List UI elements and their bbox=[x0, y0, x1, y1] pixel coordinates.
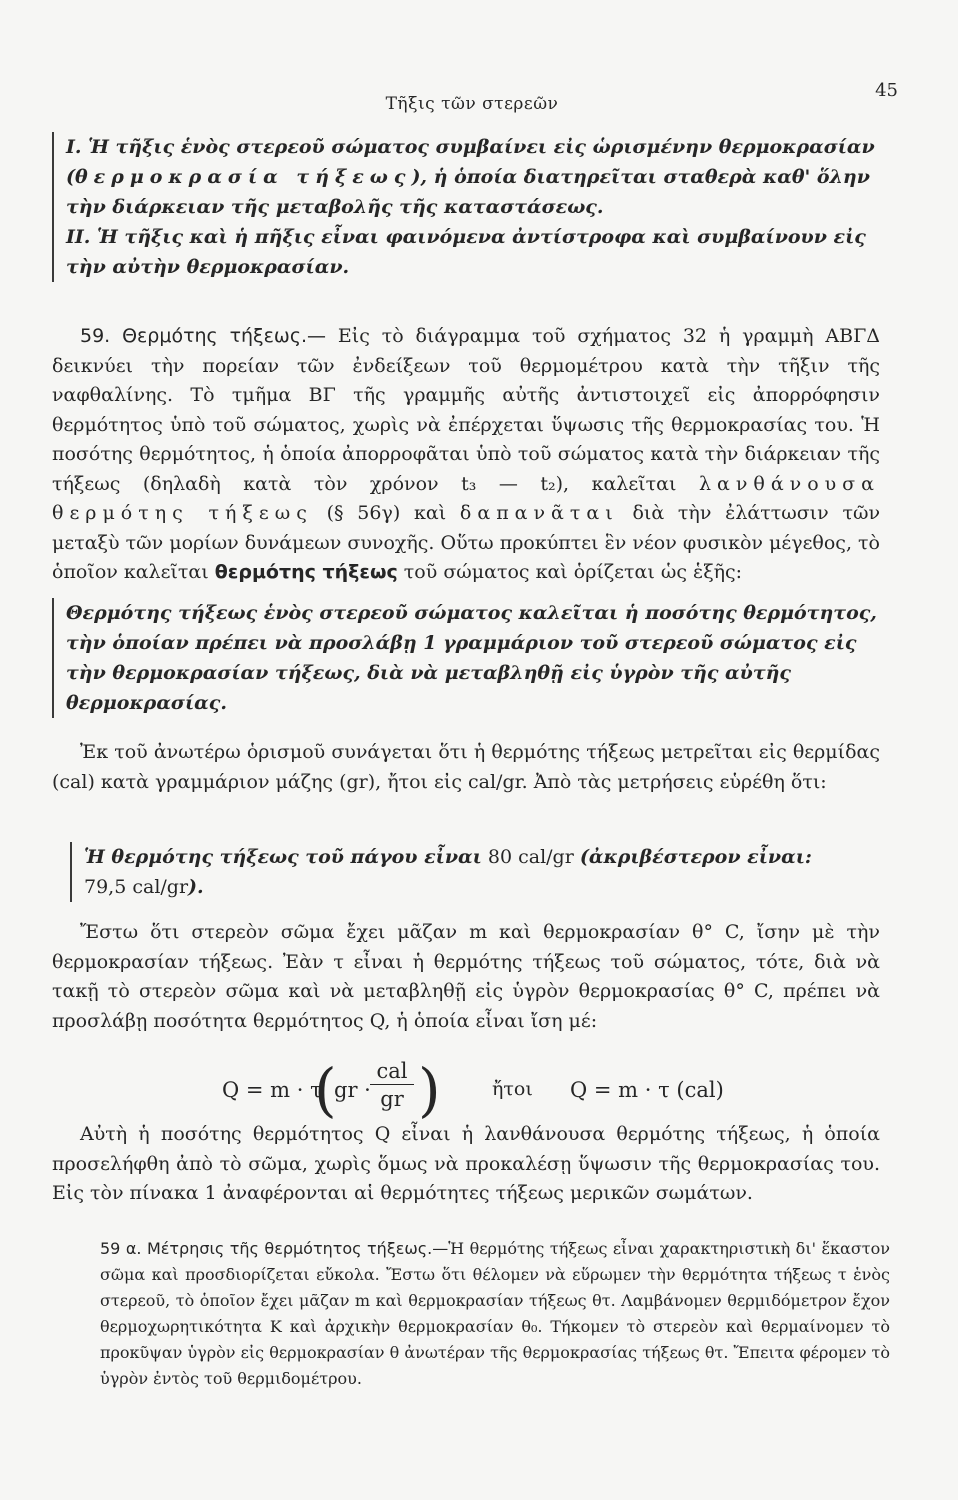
heat-of-fusion-term: θερμότης τήξεως bbox=[214, 561, 398, 583]
section-59a-title: 59 α. Μέτρησις τῆς θερμότητος τήξεως.— bbox=[100, 1239, 449, 1258]
definition-text: Θερμότης τήξεως ἑνὸς στερεοῦ σώματος καλεῖται ἡ ποσότης θερμότητος, τὴν ὁποίαν πρέπει νὰ προσλάβῃ 1 γραμμάριον τοῦ στερεοῦ σώματος εἰς τὴν θερμοκρασίαν τήξεως, διὰ νὰ μεταβληθῇ εἰς ὑγρὸν τῆς αὐτῆς θερμοκρασίας. bbox=[66, 602, 877, 714]
right-paren: ) bbox=[418, 1056, 441, 1124]
latent-heat-paragraph: Αὐτὴ ἡ ποσότης θερμότητος Q εἶναι ἡ λανθάνουσα θερμότης τήξεως, ἡ ὁποία προσελήφθη ἀπὸ τὸ σῶμα, χωρὶς ὅμως νὰ προκαλέσῃ ὕψωσιν τῆς θερμοκρασίας του. Εἰς τὸν πίνακα 1 ἀναφέρονται αἱ θερμότητες τήξεως μερικῶν σωμάτων. bbox=[52, 1123, 880, 1204]
consumed-term: δαπανᾶται bbox=[459, 502, 619, 524]
laws-of-fusion-box bbox=[52, 132, 894, 282]
running-head: Τῆξις τῶν στερεῶν bbox=[385, 94, 559, 114]
ice-heat-precise-value: 79,5 cal/gr bbox=[84, 876, 189, 898]
definition-box bbox=[52, 598, 894, 718]
section-59a-paragraph: 59 α. Μέτρησις τῆς θερμότητος τήξεως.—Ἡ θερμότης τήξεως εἶναι χαρακτηριστικὴ δι' ἕκαστον σῶμα καὶ προσδιορίζεται εὔκολα. Ἔστω ὅτι θέλομεν νὰ εὕρωμεν τὴν θερμότητα τήξεως τ ἑνὸς στερεοῦ, τὸ ὁποῖον ἔχει μᾶζαν m καὶ θερμοκρασίαν τήξεως θτ. Λαμβάνομεν θερμιδόμετρον ἔχον θερμοχωρητικότητα Κ καὶ ἀρχικὴν θερμοκρασίαν θ₀. Τήκομεν τὸ στερεὸν καὶ θερμαίνομεν τὸ προκῦψαν ὑγρὸν εἰς θερμοκρασίαν θ ἀνωτέραν τῆς θερμοκρασίας τήξεως θτ. Ἔπειτα φέρομεν τὸ ὑγρὸν ἐντὸς τοῦ θερμιδομέτρου. bbox=[100, 1239, 890, 1388]
latent-heat-term: λανθάνουσα θερμότης τήξεως bbox=[52, 472, 880, 524]
formula-fraction bbox=[370, 1058, 414, 1113]
units-paragraph: Ἐκ τοῦ ἀνωτέρω ὁρισμοῦ συνάγεται ὅτι ἡ θερμότης τήξεως μετρεῖται εἰς θερμίδας (cal) κατὰ γραμμάριον μάζης (gr), ἤτοι εἰς cal/gr. Ἀπὸ τὰς μετρήσεις εὑρέθη ὅτι: bbox=[52, 741, 880, 793]
page-number: 45 bbox=[875, 80, 898, 101]
section-59a bbox=[100, 1236, 890, 1392]
fusion-temperature-term: θερμοκρασία τήξεως bbox=[75, 166, 412, 188]
ice-heat-text: Ἡ θερμότης τήξεως τοῦ πάγου εἶναι 80 cal/gr (ἀκριβέστερον εἶναι: 79,5 cal/gr). bbox=[84, 846, 812, 898]
ice-heat-box bbox=[70, 842, 894, 902]
book-page bbox=[52, 0, 898, 1500]
left-paren: ( bbox=[314, 1056, 337, 1124]
ice-heat-value: 80 cal/gr bbox=[487, 846, 574, 868]
formula-lhs: Q = m · τ bbox=[222, 1078, 322, 1102]
section-59-title: 59. Θερμότης τήξεως.— bbox=[80, 325, 327, 347]
formula-inner-left: gr · bbox=[334, 1078, 371, 1102]
formula-rhs: Q = m · τ (cal) bbox=[570, 1078, 724, 1102]
formula-connector: ἤτοι bbox=[492, 1078, 533, 1100]
section-59-paragraph-1: 59. Θερμότης τήξεως.— Εἰς τὸ διάγραμμα τοῦ σχήματος 32 ἡ γραμμὴ ΑΒΓΔ δεικνύει τὴν πορείαν τῶν ἐνδείξεων τοῦ θερμομέτρου κατὰ τὴν τῆξιν τῆς ναφθαλίνης. Τὸ τμῆμα ΒΓ τῆς γραμμῆς αὐτῆς ἀντιστοιχεῖ εἰς ἀπορρόφησιν θερμότητος ὑπὸ τοῦ σώματος, χωρὶς νὰ ἐπέρχεται ὕψωσις τῆς θερμοκρασίας του. Ἡ ποσότης θερμότητος, ἡ ὁποία ἀπορροφᾶται ὑπὸ τοῦ σώματος κατὰ τὴν διάρκειαν τῆς τήξεως (δηλαδὴ κατὰ τὸν χρόνον t₃ — t₂), καλεῖται λανθάνουσα θερμότης τήξεως (§ 56γ) καὶ δαπανᾶται διὰ τὴν ἐλάττωσιν τῶν μεταξὺ τῶν μορίων δυνάμεων συνοχῆς. Οὕτω προκύπτει ἓν νέον φυσικὸν μέγεθος, τὸ ὁποῖον καλεῖται θερμότης τήξεως τοῦ σώματος καὶ ὁρίζεται ὡς ἑξῆς: bbox=[52, 325, 880, 583]
fraction-denominator: gr bbox=[380, 1087, 404, 1111]
law-one: I. Ἡ τῆξις ἑνὸς στερεοῦ σώματος συμβαίνει εἰς ὡρισμένην θερμοκρασίαν (θερμοκρασία τήξεως), ἡ ὁποία διατηρεῖται σταθερὰ καθ' ὅλην τὴν διάρκειαν τῆς μεταβολῆς τῆς καταστάσεως. bbox=[66, 136, 875, 218]
section-59 bbox=[52, 322, 880, 588]
law-two: II. Ἡ τῆξις καὶ ἡ πῆξις εἶναι φαινόμενα ἀντίστροφα καὶ συμβαίνουν εἰς τὴν αὐτὴν θερμοκρασίαν. bbox=[66, 226, 866, 278]
mass-paragraph: Ἔστω ὅτι στερεὸν σῶμα ἔχει μᾶζαν m καὶ θερμοκρασίαν θ° C, ἴσην μὲ τὴν θερμοκρασίαν τήξεως. Ἐὰν τ εἶναι ἡ θερμότης τήξεως τοῦ σώματος, τότε, διὰ νὰ τακῇ τὸ στερεὸν σῶμα καὶ νὰ μεταβληθῇ εἰς ὑγρὸν θερμοκρασίας θ° C, πρέπει νὰ προσλάβῃ ποσότητα θερμότητος Q, ἡ ὁποία εἶναι ἴση μέ: bbox=[52, 921, 880, 1032]
page-header bbox=[52, 80, 898, 122]
fraction-numerator: cal bbox=[370, 1058, 414, 1085]
